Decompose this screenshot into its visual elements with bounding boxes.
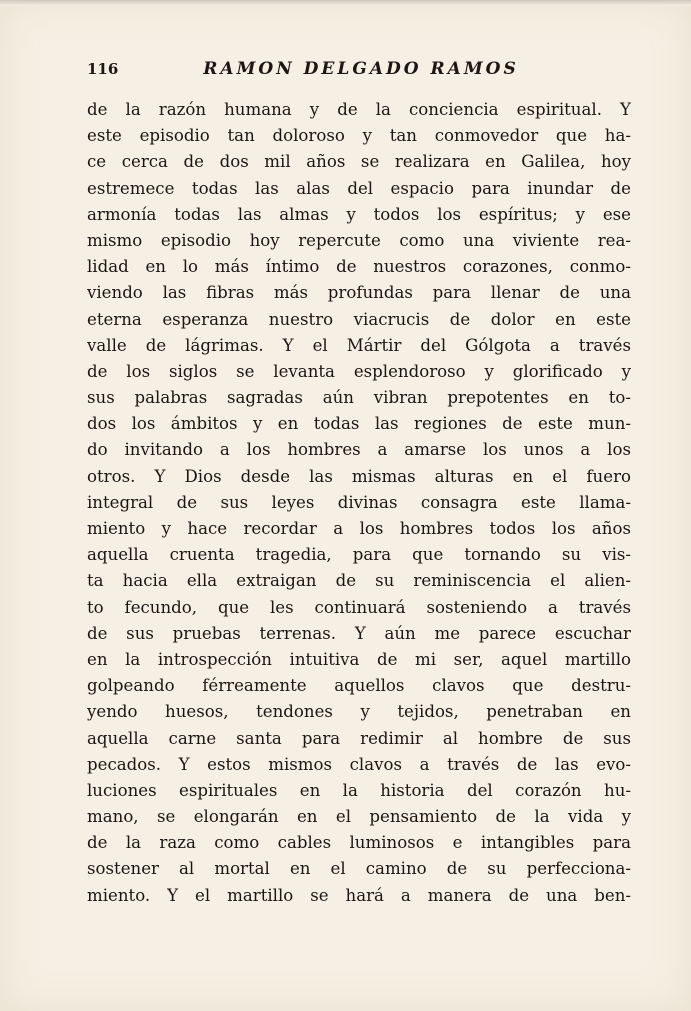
text-line: ce cerca de dos mil años se realizara en Galilea, hoy <box>87 152 631 172</box>
text-line: estremece todas las alas del espacio para inundar de <box>87 178 631 198</box>
body-text <box>87 97 631 909</box>
text-line: lidad en lo más íntimo de nuestros corazones, conmo- <box>87 257 631 277</box>
text-line: miento. Y el martillo se hará a manera de una ben- <box>87 885 631 905</box>
page-top-edge <box>0 0 691 6</box>
text-line: de sus pruebas terrenas. Y aún me parece escuchar <box>87 623 631 643</box>
page-number: 116 <box>87 60 119 78</box>
text-line: de la raza como cables luminosos e intangibles para <box>87 833 631 853</box>
text-line: este episodio tan doloroso y tan conmovedor que ha- <box>87 126 631 146</box>
text-line: to fecundo, que les continuará sosteniendo a través <box>87 597 631 617</box>
text-line: aquella cruenta tragedia, para que tornando su vis- <box>87 545 631 565</box>
text-line: valle de lágrimas. Y el Mártir del Gólgota a través <box>87 335 631 355</box>
text-line: golpeando férreamente aquellos clavos que destru- <box>87 676 631 696</box>
text-line: yendo huesos, tendones y tejidos, penetraban en <box>87 702 631 722</box>
text-line: de los siglos se levanta esplendoroso y glorificado y <box>87 361 631 381</box>
text-line: otros. Y Dios desde las mismas alturas en el fuero <box>87 466 631 486</box>
text-line: viendo las fibras más profundas para llenar de una <box>87 283 631 303</box>
text-line: de la razón humana y de la conciencia espiritual. Y <box>87 100 631 119</box>
page-header <box>87 60 635 84</box>
text-line: do invitando a los hombres a amarse los unos a los <box>87 440 631 460</box>
text-line: en la introspección intuitiva de mi ser, aquel martillo <box>87 649 631 669</box>
text-line: armonía todas las almas y todos los espíritus; y ese <box>87 204 631 224</box>
text-line: eterna esperanza nuestro viacrucis de dolor en este <box>87 309 631 329</box>
text-line: sostener al mortal en el camino de su perfecciona- <box>87 859 631 879</box>
text-line: sus palabras sagradas aún vibran prepotentes en to- <box>87 388 631 408</box>
text-line: mismo episodio hoy repercute como una viviente rea- <box>87 230 631 250</box>
text-line: miento y hace recordar a los hombres todos los años <box>87 519 631 538</box>
text-line: mano, se elongarán en el pensamiento de la vida y <box>87 807 631 827</box>
text-line: pecados. Y estos mismos clavos a través de las evo- <box>87 754 631 774</box>
text-line: ta hacia ella extraigan de su reminiscencia el alien- <box>87 571 631 591</box>
text-line: aquella carne santa para redimir al hombre de sus <box>87 728 631 748</box>
text-line: luciones espirituales en la historia del corazón hu- <box>87 780 631 800</box>
running-head: RAMON DELGADO RAMOS <box>203 59 519 79</box>
text-line: integral de sus leyes divinas consagra este llama- <box>87 492 631 512</box>
text-line: dos los ámbitos y en todas las regiones de este mun- <box>87 414 631 434</box>
